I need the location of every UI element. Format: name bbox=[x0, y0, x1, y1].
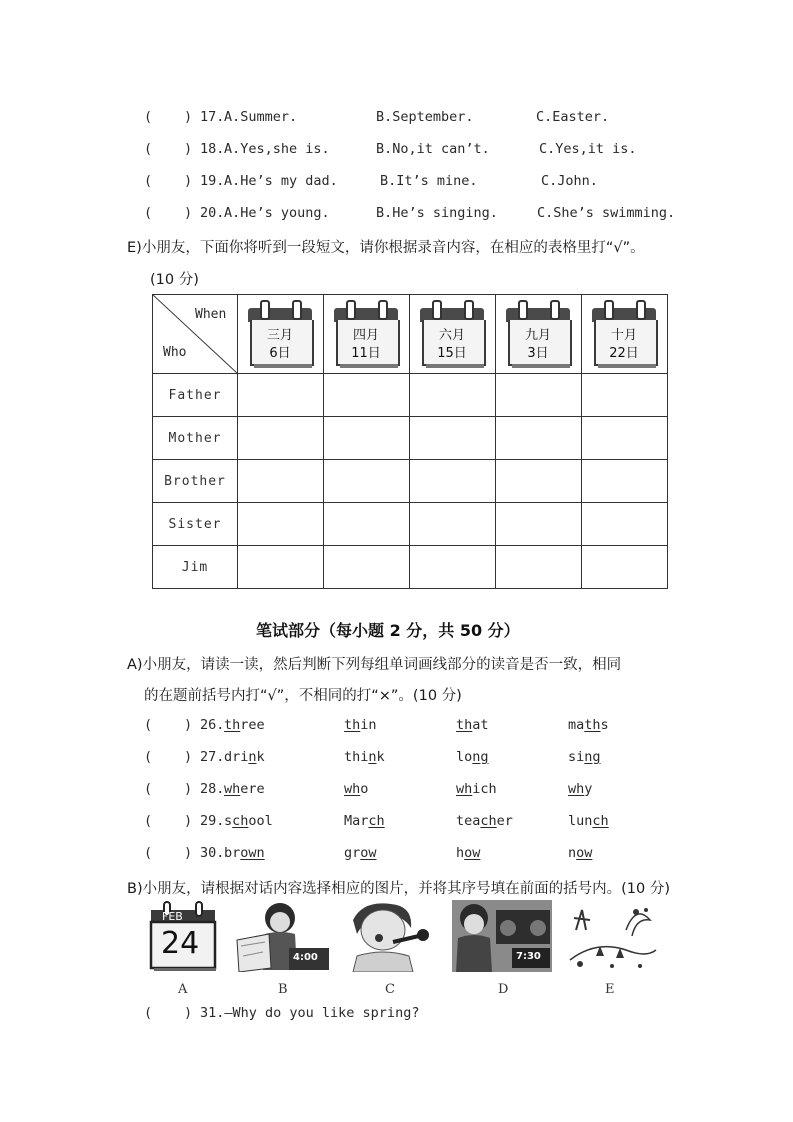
word-part: k bbox=[256, 749, 265, 765]
question-number: 28. bbox=[200, 781, 225, 797]
question-number: 20. bbox=[200, 205, 225, 221]
word-part: tea bbox=[456, 813, 481, 829]
question-31: 31.—Why do you like spring? bbox=[200, 1005, 420, 1021]
date-month: 九月 bbox=[524, 328, 551, 343]
answer-cell[interactable] bbox=[324, 374, 410, 417]
answer-cell[interactable] bbox=[238, 546, 324, 589]
option-a: A.He’s young. bbox=[224, 205, 330, 221]
word-part: k bbox=[376, 749, 385, 765]
word-part: s bbox=[224, 813, 233, 829]
question-number: 18. bbox=[200, 141, 225, 157]
table-row bbox=[153, 417, 668, 460]
answer-paren-close: ) bbox=[184, 781, 193, 797]
written-part-title: 笔试部分（每小题 2 分，共 50 分） bbox=[256, 621, 520, 640]
word-part: in bbox=[360, 717, 377, 733]
answer-paren-close: ) bbox=[184, 845, 193, 861]
answer-cell[interactable] bbox=[410, 417, 496, 460]
date-month: 四月 bbox=[352, 328, 379, 343]
word-part: lun bbox=[568, 813, 593, 829]
picture-label-c: C bbox=[385, 982, 395, 997]
word bbox=[344, 845, 377, 861]
option-c: C.She’s swimming. bbox=[537, 205, 676, 221]
calendar-icon bbox=[420, 300, 484, 368]
word bbox=[224, 813, 273, 829]
answer-cell[interactable] bbox=[582, 546, 668, 589]
answer-paren-close: ) bbox=[184, 813, 193, 829]
person-label: Sister bbox=[153, 503, 238, 546]
answer-paren-open: ( bbox=[144, 717, 153, 733]
question-number: 27. bbox=[200, 749, 225, 765]
answer-paren-open: ( bbox=[144, 205, 153, 221]
word-part: ree bbox=[240, 717, 265, 733]
word-part: at bbox=[472, 717, 489, 733]
word bbox=[568, 813, 609, 829]
underlined-letters: wh bbox=[456, 781, 473, 797]
person-label: Father bbox=[153, 374, 238, 417]
word-part: s bbox=[600, 717, 609, 733]
calendar-day: 24 bbox=[161, 926, 200, 961]
answer-paren-close: ) bbox=[184, 109, 193, 125]
word bbox=[344, 749, 385, 765]
underlined-letters: th bbox=[224, 717, 241, 733]
date-header-5 bbox=[582, 295, 668, 374]
underlined-letters: ch bbox=[232, 813, 249, 829]
underlined-letters: ng bbox=[472, 749, 489, 765]
word-part: er bbox=[496, 813, 513, 829]
word-part: dri bbox=[224, 749, 249, 765]
answer-cell[interactable] bbox=[238, 417, 324, 460]
answer-cell[interactable] bbox=[410, 503, 496, 546]
word-part: Mar bbox=[344, 813, 369, 829]
calendar-icon bbox=[248, 300, 312, 368]
corner-when-label: When bbox=[195, 307, 227, 322]
picture-c-singing bbox=[343, 900, 435, 972]
calendar-icon bbox=[334, 300, 398, 368]
option-b: B.September. bbox=[376, 109, 474, 125]
word bbox=[568, 845, 592, 861]
answer-paren-open: ( bbox=[144, 781, 153, 797]
table-row bbox=[153, 374, 668, 417]
word-part: br bbox=[224, 845, 241, 861]
corner-who-label: Who bbox=[163, 345, 187, 360]
word bbox=[456, 749, 489, 765]
picture-b-reading bbox=[235, 900, 331, 972]
answer-paren-open: ( bbox=[144, 749, 153, 765]
date-day: 15日 bbox=[437, 346, 467, 361]
underlined-letters: wh bbox=[568, 781, 585, 797]
underlined-letters: n bbox=[248, 749, 257, 765]
word bbox=[224, 717, 265, 733]
phonics-row bbox=[0, 781, 793, 801]
picture-label-b: B bbox=[278, 982, 288, 997]
date-month: 六月 bbox=[438, 328, 465, 343]
section-b-instruction: B)小朋友，请根据对话内容选择相应的图片，并将其序号填在前面的括号内。(10 分) bbox=[127, 881, 670, 897]
option-c: C.Easter. bbox=[536, 109, 610, 125]
date-header-3 bbox=[410, 295, 496, 374]
answer-cell[interactable] bbox=[582, 417, 668, 460]
phonics-row bbox=[0, 749, 793, 769]
calendar-icon bbox=[506, 300, 570, 368]
table-row bbox=[153, 503, 668, 546]
date-day: 11日 bbox=[351, 346, 381, 361]
picture-a-calendar bbox=[148, 900, 218, 972]
section-e-instruction: E)小朋友，下面你将听到一段短文，请你根据录音内容，在相应的表格里打“√”。 bbox=[127, 240, 645, 256]
underlined-letters: ow bbox=[360, 845, 377, 861]
date-day: 3日 bbox=[527, 346, 549, 361]
date-day: 22日 bbox=[609, 346, 639, 361]
word-part: thi bbox=[344, 749, 369, 765]
word bbox=[568, 717, 609, 733]
picture-d-music bbox=[452, 900, 552, 972]
word bbox=[456, 717, 489, 733]
word-part: ool bbox=[248, 813, 273, 829]
picture-label-e: E bbox=[605, 982, 615, 997]
underlined-letters: wh bbox=[344, 781, 361, 797]
word bbox=[456, 845, 480, 861]
person-label: Mother bbox=[153, 417, 238, 460]
word-part: o bbox=[360, 781, 369, 797]
word bbox=[568, 749, 601, 765]
word bbox=[224, 781, 265, 797]
question-number: 17. bbox=[200, 109, 225, 125]
underlined-letters: ow bbox=[464, 845, 481, 861]
table-row bbox=[153, 546, 668, 589]
date-day: 6日 bbox=[269, 346, 291, 361]
section-e-score: (10 分) bbox=[150, 272, 199, 288]
word bbox=[456, 781, 497, 797]
option-a: A.Summer. bbox=[224, 109, 298, 125]
section-a-instruction-line2: 的在题前括号内打“√”，不相同的打“×”。(10 分) bbox=[144, 688, 462, 704]
answer-cell[interactable] bbox=[238, 374, 324, 417]
answer-cell[interactable] bbox=[410, 460, 496, 503]
answer-paren-close: ) bbox=[184, 173, 193, 189]
answer-cell[interactable] bbox=[324, 417, 410, 460]
answer-cell[interactable] bbox=[496, 460, 582, 503]
date-header-4 bbox=[496, 295, 582, 374]
picture-label-d: D bbox=[498, 982, 509, 997]
clock-d-time: 7:30 bbox=[516, 951, 541, 962]
underlined-letters: ch bbox=[368, 813, 385, 829]
spring-scene-icon bbox=[566, 900, 658, 972]
underlined-letters: own bbox=[240, 845, 265, 861]
answer-cell[interactable] bbox=[324, 460, 410, 503]
listening-table bbox=[152, 294, 668, 589]
word bbox=[224, 749, 265, 765]
answer-paren-open: ( bbox=[144, 141, 153, 157]
answer-paren-open: ( bbox=[144, 1005, 153, 1021]
word bbox=[456, 813, 513, 829]
answer-cell[interactable] bbox=[238, 503, 324, 546]
answer-cell[interactable] bbox=[410, 546, 496, 589]
answer-paren-close: ) bbox=[184, 1005, 193, 1021]
answer-cell[interactable] bbox=[582, 374, 668, 417]
phonics-row bbox=[0, 845, 793, 865]
word bbox=[344, 781, 368, 797]
answer-cell[interactable] bbox=[324, 503, 410, 546]
word-part: si bbox=[568, 749, 585, 765]
answer-paren-open: ( bbox=[144, 813, 153, 829]
clock-b-time: 4:00 bbox=[293, 952, 318, 963]
word bbox=[224, 845, 265, 861]
answer-cell[interactable] bbox=[496, 503, 582, 546]
word-part: ere bbox=[240, 781, 265, 797]
question-number: 29. bbox=[200, 813, 225, 829]
question-row bbox=[0, 109, 793, 129]
word bbox=[568, 781, 592, 797]
date-month: 三月 bbox=[266, 328, 293, 343]
answer-paren-open: ( bbox=[144, 845, 153, 861]
word-part: n bbox=[568, 845, 577, 861]
question-row bbox=[0, 205, 793, 225]
answer-cell[interactable] bbox=[324, 546, 410, 589]
section-a-instruction-line1: A)小朋友，请读一读，然后判断下列每组单词画线部分的读音是否一致，相同 bbox=[127, 657, 622, 673]
date-header-2 bbox=[324, 295, 410, 374]
option-b: B.He’s singing. bbox=[376, 205, 498, 221]
answer-paren-close: ) bbox=[184, 205, 193, 221]
option-b: B.No,it can’t. bbox=[376, 141, 490, 157]
underlined-letters: ch bbox=[480, 813, 497, 829]
answer-cell[interactable] bbox=[496, 546, 582, 589]
answer-cell[interactable] bbox=[582, 503, 668, 546]
answer-paren-close: ) bbox=[184, 717, 193, 733]
option-a: A.He’s my dad. bbox=[224, 173, 338, 189]
underlined-letters: th bbox=[344, 717, 361, 733]
answer-paren-open: ( bbox=[144, 173, 153, 189]
option-c: C.John. bbox=[541, 173, 598, 189]
answer-paren-close: ) bbox=[184, 749, 193, 765]
date-month: 十月 bbox=[610, 328, 637, 343]
date-header-1 bbox=[238, 295, 324, 374]
child-singing-icon bbox=[343, 900, 435, 972]
answer-cell[interactable] bbox=[582, 460, 668, 503]
table-row bbox=[153, 460, 668, 503]
word-part: ma bbox=[568, 717, 585, 733]
option-b: B.It’s mine. bbox=[380, 173, 478, 189]
word bbox=[344, 813, 385, 829]
underlined-letters: n bbox=[368, 749, 377, 765]
answer-paren-close: ) bbox=[184, 141, 193, 157]
underlined-letters: th bbox=[584, 717, 601, 733]
underlined-letters: ng bbox=[584, 749, 601, 765]
answer-cell[interactable] bbox=[496, 374, 582, 417]
underlined-letters: ow bbox=[576, 845, 593, 861]
word-part: lo bbox=[456, 749, 473, 765]
word-part: y bbox=[584, 781, 593, 797]
answer-paren-open: ( bbox=[144, 109, 153, 125]
option-c: C.Yes,it is. bbox=[539, 141, 637, 157]
picture-label-a: A bbox=[178, 982, 188, 997]
question-number: 30. bbox=[200, 845, 225, 861]
answer-cell[interactable] bbox=[410, 374, 496, 417]
answer-cell[interactable] bbox=[496, 417, 582, 460]
question-number: 19. bbox=[200, 173, 225, 189]
person-label: Brother bbox=[153, 460, 238, 503]
calendar-month: FEB bbox=[162, 910, 183, 923]
word-part: ich bbox=[472, 781, 497, 797]
underlined-letters: ch bbox=[592, 813, 609, 829]
question-row bbox=[0, 141, 793, 161]
person-label: Jim bbox=[153, 546, 238, 589]
underlined-letters: th bbox=[456, 717, 473, 733]
word-part: gr bbox=[344, 845, 361, 861]
phonics-row bbox=[0, 717, 793, 737]
underlined-letters: wh bbox=[224, 781, 241, 797]
calendar-icon bbox=[592, 300, 656, 368]
option-a: A.Yes,she is. bbox=[224, 141, 330, 157]
question-number: 26. bbox=[200, 717, 225, 733]
phonics-row bbox=[0, 813, 793, 833]
table-corner-cell bbox=[153, 295, 238, 374]
picture-e-spring bbox=[566, 900, 658, 972]
word-part: h bbox=[456, 845, 465, 861]
question-row bbox=[0, 173, 793, 193]
word bbox=[344, 717, 377, 733]
answer-cell[interactable] bbox=[238, 460, 324, 503]
